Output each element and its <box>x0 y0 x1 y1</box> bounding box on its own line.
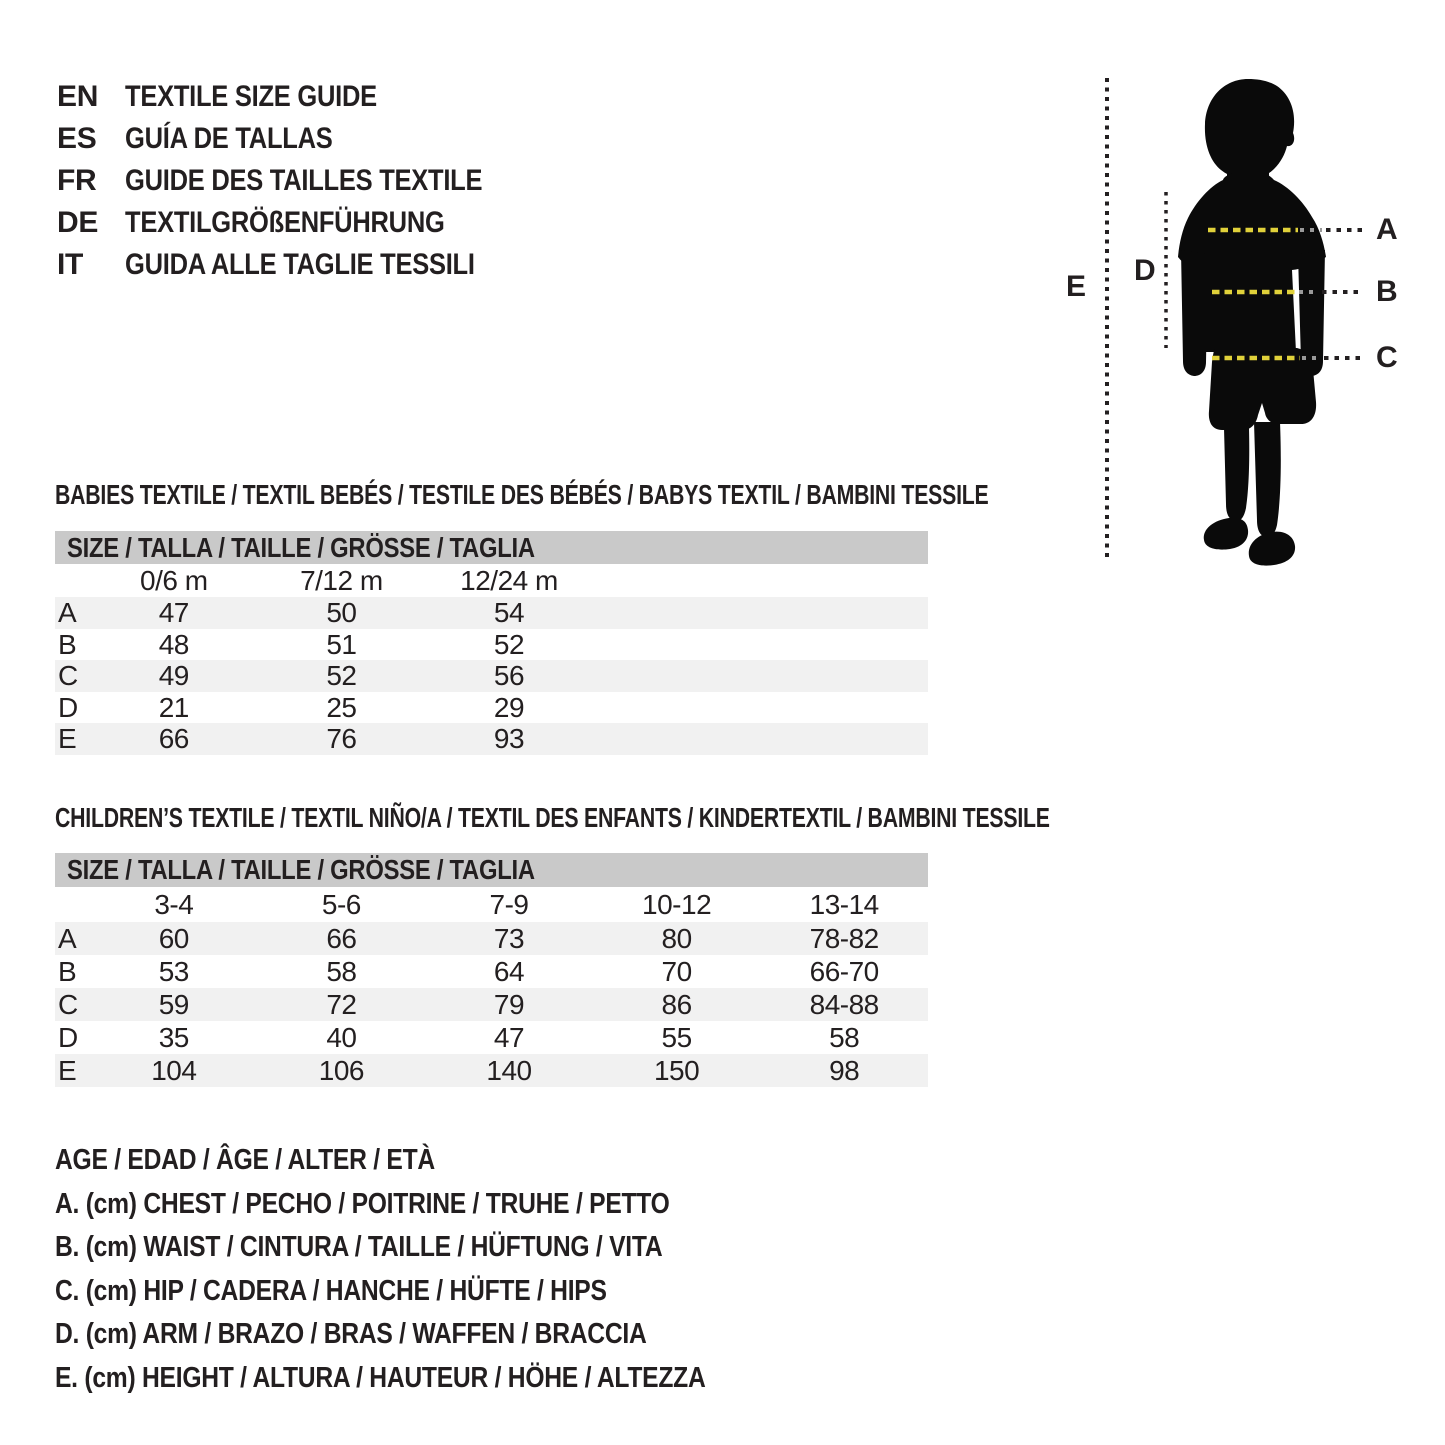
row-label: A <box>58 597 77 628</box>
table-cell: 66 <box>158 723 189 755</box>
table-cell: 47 <box>158 597 189 628</box>
table-row <box>55 1021 928 1054</box>
row-label: D <box>58 691 78 723</box>
children-column-header-row <box>55 887 928 922</box>
column-header: 7/12 m <box>300 565 383 596</box>
legend-line-chest: A. (cm) CHEST / PECHO / POITRINE / TRUHE / PETTO <box>55 1187 670 1220</box>
table-cell: 58 <box>829 1022 860 1053</box>
table-row <box>55 597 928 629</box>
table-cell: 70 <box>661 956 692 987</box>
table-cell: 73 <box>493 923 525 954</box>
guide-title: GUIDA ALLE TAGLIE TESSILI <box>125 248 475 281</box>
table-cell: 78-82 <box>809 923 879 954</box>
babies-size-table <box>55 531 928 755</box>
language-code: DE <box>57 206 99 239</box>
legend-line-hip: C. (cm) HIP / CADERA / HANCHE / HÜFTE / HIPS <box>55 1274 607 1307</box>
row-label: C <box>58 989 78 1020</box>
table-row <box>55 955 928 988</box>
figure-label-waist: B <box>1376 275 1398 308</box>
table-cell: 40 <box>326 1022 357 1053</box>
language-title-block <box>57 76 545 286</box>
language-row <box>57 76 545 118</box>
children-size-table <box>55 853 928 1087</box>
figure-label-chest: A <box>1376 213 1398 246</box>
table-cell: 35 <box>158 1022 189 1053</box>
column-header: 5-6 <box>321 889 361 920</box>
table-cell: 86 <box>661 989 692 1020</box>
table-row <box>55 723 928 755</box>
table-cell: 54 <box>493 597 525 628</box>
table-cell: 66 <box>326 923 357 954</box>
table-cell: 104 <box>151 1055 197 1086</box>
babies-column-header-row <box>55 564 928 597</box>
language-row <box>57 160 545 202</box>
column-header: 7-9 <box>489 889 529 920</box>
row-label: C <box>58 660 78 692</box>
language-row <box>57 244 545 286</box>
legend-line-arm: D. (cm) ARM / BRAZO / BRAS / WAFFEN / BRACCIA <box>55 1318 647 1351</box>
table-cell: 84-88 <box>809 989 879 1020</box>
language-row <box>57 118 545 160</box>
table-cell: 56 <box>493 660 525 692</box>
legend-line-waist: B. (cm) WAIST / CINTURA / TAILLE / HÜFTUNG / VITA <box>55 1231 663 1264</box>
legend-line-age: AGE / EDAD / ÂGE / ALTER / ETÀ <box>55 1144 435 1176</box>
children-size-header: SIZE / TALLA / TAILLE / GRÖSSE / TAGLIA <box>55 853 928 887</box>
table-cell: 79 <box>493 989 525 1020</box>
table-cell: 55 <box>661 1022 692 1053</box>
table-cell: 60 <box>158 923 189 954</box>
table-cell: 80 <box>661 923 692 954</box>
figure-label-height: E <box>1066 270 1086 303</box>
table-cell: 76 <box>326 723 357 755</box>
row-label: B <box>58 956 77 987</box>
table-row <box>55 988 928 1021</box>
table-cell: 64 <box>493 956 525 987</box>
language-code: EN <box>57 80 99 113</box>
guide-title: GUÍA DE TALLAS <box>125 122 333 155</box>
table-cell: 48 <box>158 628 189 660</box>
child-silhouette-measurement-diagram <box>1050 60 1445 600</box>
row-label: E <box>58 723 77 755</box>
column-header: 10-12 <box>642 889 712 920</box>
table-cell: 72 <box>326 989 357 1020</box>
table-cell: 58 <box>326 956 357 987</box>
column-header: 3-4 <box>154 889 194 920</box>
table-cell: 52 <box>326 660 357 692</box>
language-code: IT <box>57 248 84 281</box>
table-row <box>55 629 928 661</box>
corner-cell <box>55 887 90 922</box>
column-header: 12/24 m <box>460 565 558 596</box>
table-row <box>55 660 928 692</box>
table-row <box>55 922 928 955</box>
figure-label-hip: C <box>1376 341 1398 374</box>
children-section-title: CHILDREN’S TEXTILE / TEXTIL NIÑO/A / TEXTIL DES ENFANTS / KINDERTEXTIL / BAMBINI TESSILE <box>55 802 1050 833</box>
table-cell: 59 <box>158 989 189 1020</box>
row-label: D <box>58 1022 78 1053</box>
table-cell: 50 <box>326 597 357 628</box>
table-cell: 49 <box>158 660 189 692</box>
table-cell: 52 <box>493 628 525 660</box>
measurement-legend <box>55 1139 820 1401</box>
guide-title: TEXTILE SIZE GUIDE <box>125 80 377 113</box>
table-cell: 51 <box>326 628 357 660</box>
row-label: A <box>58 923 77 954</box>
row-label: E <box>58 1055 77 1086</box>
column-header: 0/6 m <box>140 565 208 596</box>
table-cell: 93 <box>493 723 525 755</box>
language-row <box>57 202 545 244</box>
table-cell: 150 <box>653 1055 700 1086</box>
babies-size-header: SIZE / TALLA / TAILLE / GRÖSSE / TAGLIA <box>55 531 928 564</box>
legend-line-height: E. (cm) HEIGHT / ALTURA / HAUTEUR / HÖHE / ALTEZZA <box>55 1361 706 1394</box>
table-cell: 98 <box>829 1055 860 1086</box>
guide-title: TEXTILGRÖßENFÜHRUNG <box>125 206 445 239</box>
column-header: 13-14 <box>809 889 879 920</box>
babies-section-title: BABIES TEXTILE / TEXTIL BEBÉS / TESTILE DES BÉBÉS / BABYS TEXTIL / BAMBINI TESSILE <box>55 479 989 510</box>
table-row <box>55 1054 928 1087</box>
table-cell: 66-70 <box>809 956 879 987</box>
language-code: ES <box>57 122 97 155</box>
figure-label-arm: D <box>1134 254 1156 287</box>
table-cell: 47 <box>493 1022 525 1053</box>
row-label: B <box>58 628 77 660</box>
table-cell: 53 <box>158 956 189 987</box>
table-cell: 21 <box>158 691 189 723</box>
table-cell: 140 <box>486 1055 532 1086</box>
guide-title: GUIDE DES TAILLES TEXTILE <box>125 164 483 197</box>
table-cell: 29 <box>493 691 525 723</box>
table-cell: 106 <box>318 1055 364 1086</box>
language-code: FR <box>57 164 97 197</box>
corner-cell <box>55 564 90 597</box>
table-cell: 25 <box>326 691 357 723</box>
table-row <box>55 692 928 724</box>
